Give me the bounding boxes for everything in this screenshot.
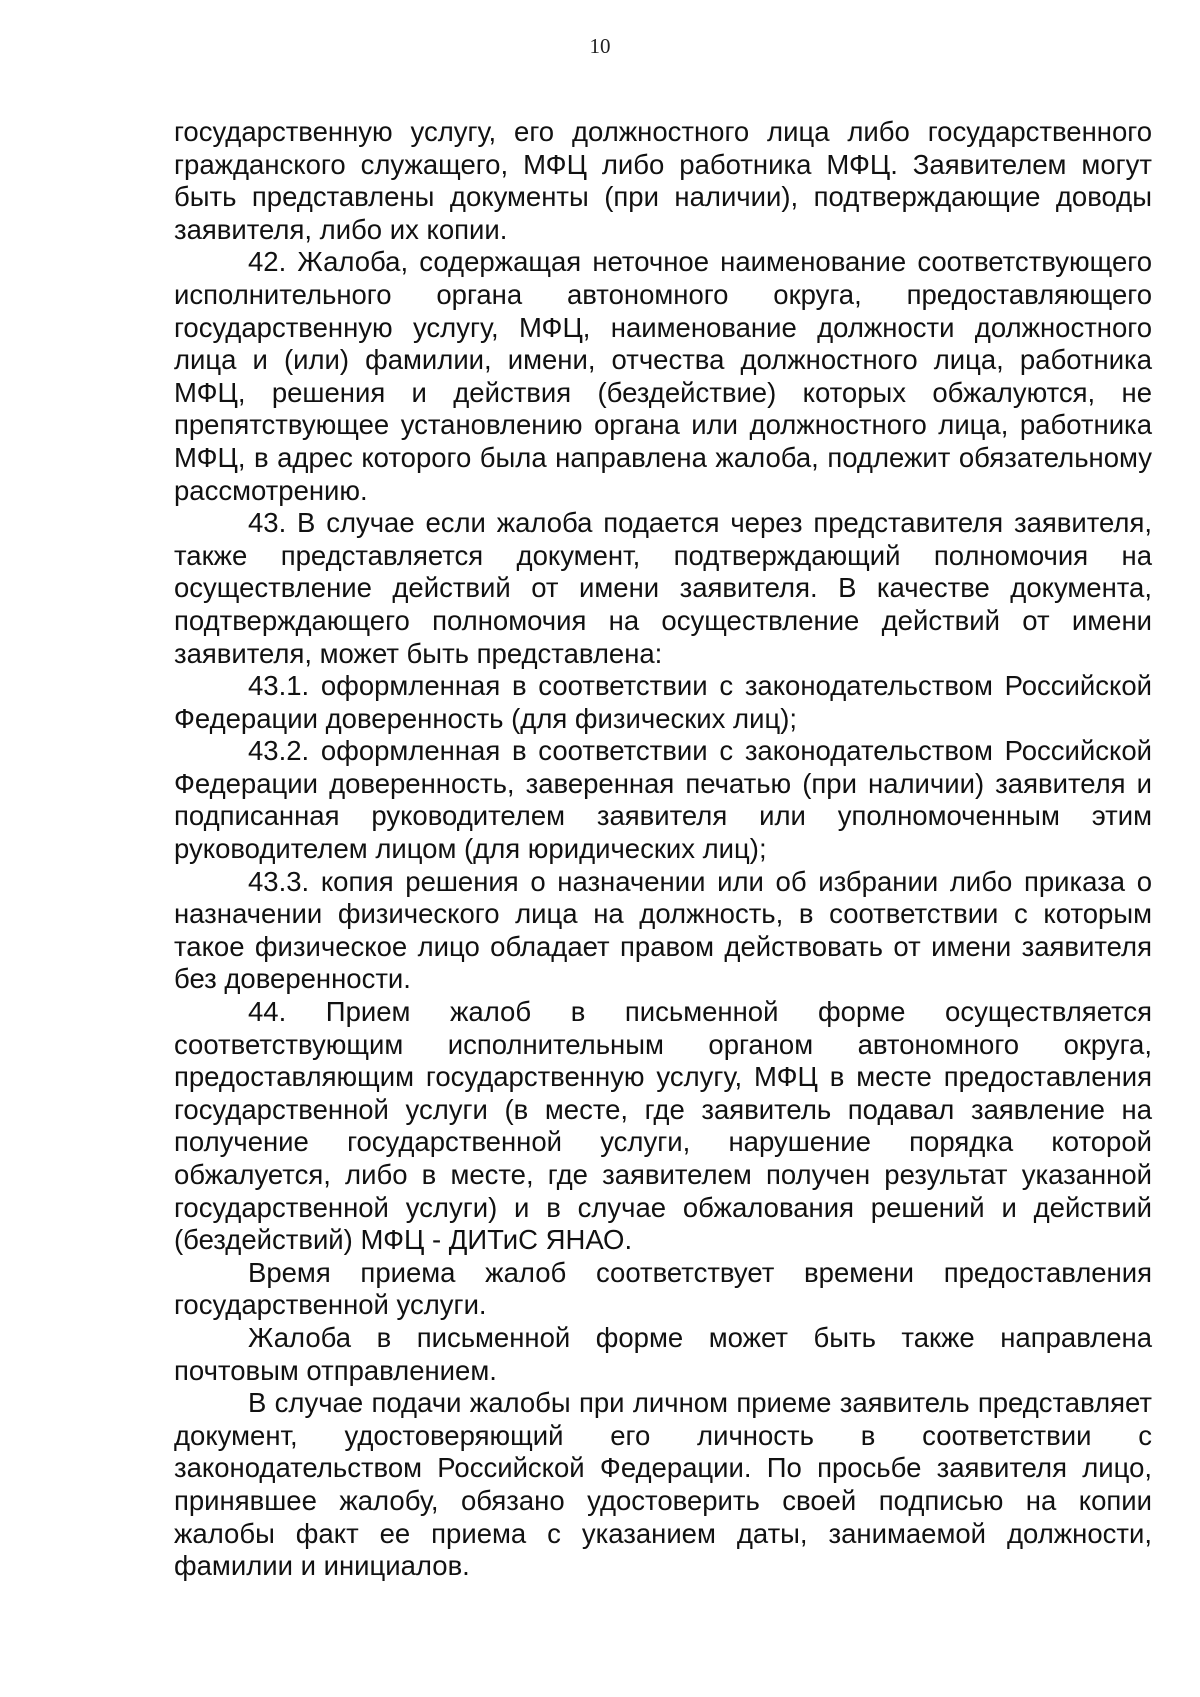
paragraph-postal-submission: Жалоба в письменной форме может быть также направлена почтовым отправлением.: [174, 1321, 1152, 1386]
paragraph-43-3: 43.3. копия решения о назначении или об избрании либо приказа о назначении физического лица на должность, в соответствии с которым такое физическое лицо обладает правом действовать от имени заявителя без доверенности.: [174, 865, 1152, 995]
document-body: [174, 116, 1152, 1583]
paragraph-continuation: государственную услугу, его должностного лица либо государственного гражданского служащего, МФЦ либо работника МФЦ. Заявителем могут быть представлены документы (при наличии), подтверждающие доводы заявителя, либо их копии.: [174, 116, 1152, 245]
paragraph-43-1: 43.1. оформленная в соответствии с законодательством Российской Федерации доверенность (для физических лиц);: [174, 670, 1152, 734]
paragraph-reception-time: Время приема жалоб соответствует времени предоставления государственной услуги.: [174, 1256, 1152, 1321]
page-number: 10: [589, 34, 611, 58]
paragraph-42: 42. Жалоба, содержащая неточное наименование соответствующего исполнительного органа автономного округа, предоставляющего государственную услугу, МФЦ, наименование должности должностного лица и (или) фамилии, имени, отчества должностного лица, работника МФЦ, решения и действия (бездействие) которых обжалуются, не препятствующее установлению органа или должностного лица, работника МФЦ, в адрес которого была направлена жалоба, подлежит обязательному рассмотрению.: [174, 246, 1152, 506]
paragraph-44: 44. Прием жалоб в письменной форме осуществляется соответствующим исполнительным органом автономного округа, предоставляющим государственную услугу, МФЦ в месте предоставления государственной услуги (в месте, где заявитель подавал заявление на получение государственной услуги, нарушение порядка которой обжалуется, либо в месте, где заявителем получен результат указанной государственной услуги) и в случае обжалования решений и действий (бездействий) МФЦ - ДИТиС ЯНАО.: [174, 996, 1152, 1256]
paragraph-43-2: 43.2. оформленная в соответствии с законодательством Российской Федерации доверенность, заверенная печатью (при наличии) заявителя и подписанная руководителем заявителя или уполномоченным этим руководителем лицом (для юридических лиц);: [174, 735, 1152, 865]
paragraph-43: 43. В случае если жалоба подается через представителя заявителя, также представляется документ, подтверждающий полномочия на осуществление действий от имени заявителя. В качестве документа, подтверждающего полномочия на осуществление действий от имени заявителя, может быть представлена:: [174, 507, 1152, 669]
paragraph-personal-submission: В случае подачи жалобы при личном приеме заявитель представляет документ, удостоверяющий его личность в соответствии с законодательством Российской Федерации. По просьбе заявителя лицо, принявшее жалобу, обязано удостоверить своей подписью на копии жалобы факт ее приема с указанием даты, занимаемой должности, фамилии и инициалов.: [174, 1387, 1152, 1582]
